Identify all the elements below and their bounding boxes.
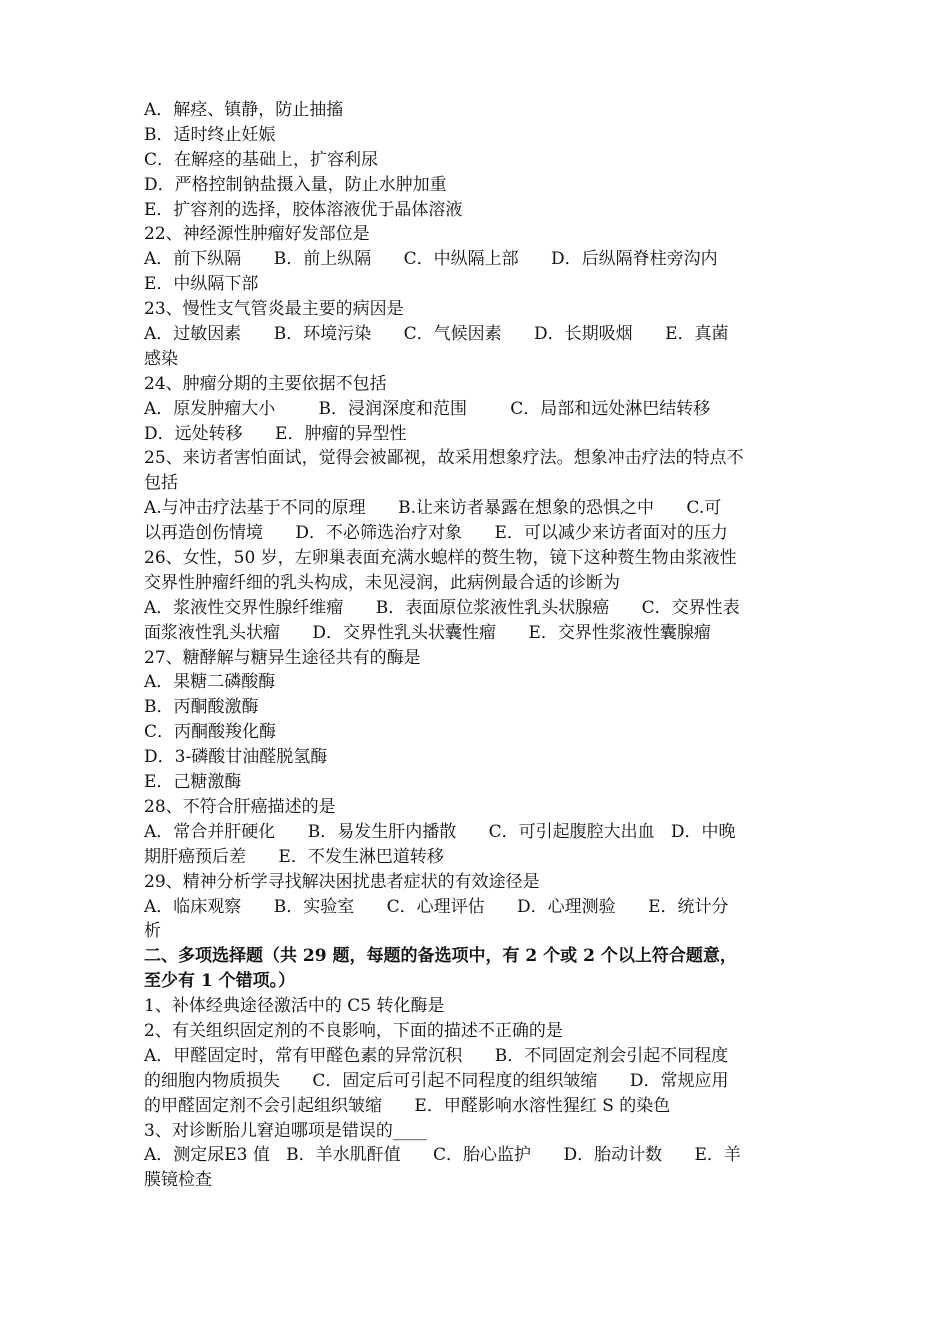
text-line: A.与冲击疗法基于不同的原理 B.让来访者暴露在想象的恐惧之中 C.可 <box>144 498 722 519</box>
text-line: A．前下纵隔 B．前上纵隔 C．中纵隔上部 D．后纵隔脊柱旁沟内 <box>144 249 718 270</box>
text-line: E．己糖激酶 <box>144 772 242 793</box>
document-page <box>144 98 816 1193</box>
text-line: A．原发肿瘤大小 B．浸润深度和范围 C．局部和远处淋巴结转移 <box>144 398 711 419</box>
text-line: 期肝癌预后差 E．不发生淋巴道转移 <box>144 846 444 867</box>
text-line: 感染 <box>144 348 178 369</box>
text-line: D．严格控制钠盐摄入量，防止水肿加重 <box>144 174 447 195</box>
text-line: 交界性肿瘤纤细的乳头构成，未见浸润，此病例最合适的诊断为 <box>144 572 620 593</box>
text-line: 25、来访者害怕面试，觉得会被鄙视，故采用想象疗法。想象冲击疗法的特点不 <box>144 448 744 469</box>
text-line: 面浆液性乳头状瘤 D．交界性乳头状囊性瘤 E．交界性浆液性囊腺瘤 <box>144 622 711 643</box>
text-line: 析 <box>144 921 161 942</box>
text-line: 以再造创伤情境 D．不必筛选治疗对象 E．可以减少来访者面对的压力 <box>144 523 728 544</box>
text-line: 的细胞内物质损失 C．固定后可引起不同程度的组织皱缩 D．常规应用 <box>144 1070 729 1091</box>
text-line: A．甲醛固定时，常有甲醛色素的异常沉积 B．不同固定剂会引起不同程度 <box>144 1045 729 1066</box>
text-line: 27、糖酵解与糖异生途径共有的酶是 <box>144 647 421 668</box>
text-line: A．过敏因素 B．环境污染 C．气候因素 D．长期吸烟 E．真菌 <box>144 324 729 345</box>
text-line: A．果糖二磷酸酶 <box>144 672 276 693</box>
text-line: B．丙酮酸激酶 <box>144 697 259 718</box>
text-line: C．丙酮酸羧化酶 <box>144 722 277 743</box>
text-line: 3、对诊断胎儿窘迫哪项是错误的____ <box>144 1120 427 1141</box>
text-line: C．在解痉的基础上，扩容利尿 <box>144 149 379 170</box>
text-line: 26、女性，50 岁，左卵巢表面充满水螅样的赘生物，镜下这种赘生物由浆液性 <box>144 548 737 569</box>
text-line: 1、补体经典途径激活中的 C5 转化酶是 <box>144 996 445 1017</box>
text-line: E．扩容剂的选择，胶体溶液优于晶体溶液 <box>144 199 463 220</box>
text-line: 的甲醛固定剂不会引起组织皱缩 E．甲醛影响水溶性猩红 S 的染色 <box>144 1095 671 1116</box>
text-line: 24、肿瘤分期的主要依据不包括 <box>144 373 387 394</box>
text-line: E．中纵隔下部 <box>144 274 259 295</box>
text-line: A．常合并肝硬化 B．易发生肝内播散 C．可引起腹腔大出血 D．中晚 <box>144 821 736 842</box>
text-line: A．浆液性交界性腺纤维瘤 B．表面原位浆液性乳头状腺癌 C．交界性表 <box>144 597 740 618</box>
text-line: 包括 <box>144 473 178 494</box>
text-line: A．解痉、镇静，防止抽搐 <box>144 100 344 120</box>
text-line: 2、有关组织固定剂的不良影响，下面的描述不正确的是 <box>144 1020 563 1041</box>
text-line: D．3-磷酸甘油醛脱氢酶 <box>144 747 328 768</box>
text-line: 22、神经源性肿瘤好发部位是 <box>144 224 370 245</box>
text-line: 28、不符合肝癌描述的是 <box>144 796 336 817</box>
text-line: 膜镜检查 <box>144 1170 212 1191</box>
section-heading-line: 二、多项选择题（共 29 题，每题的备选项中，有 2 个或 2 个以上符合题意， <box>144 946 737 967</box>
text-line: A．测定尿E3 值 B．羊水肌酐值 C．胎心监护 D．胎动计数 E．羊 <box>144 1145 741 1166</box>
section-heading-line: 至少有 1 个错项。） <box>144 971 296 992</box>
text-line: D．远处转移 E．肿瘤的异型性 <box>144 423 407 444</box>
text-line: B．适时终止妊娠 <box>144 124 276 145</box>
text-line: 29、精神分析学寻找解决困扰患者症状的有效途径是 <box>144 871 540 892</box>
text-line: A．临床观察 B．实验室 C．心理评估 D．心理测验 E．统计分 <box>144 896 729 917</box>
text-line: 23、慢性支气管炎最主要的病因是 <box>144 299 404 320</box>
